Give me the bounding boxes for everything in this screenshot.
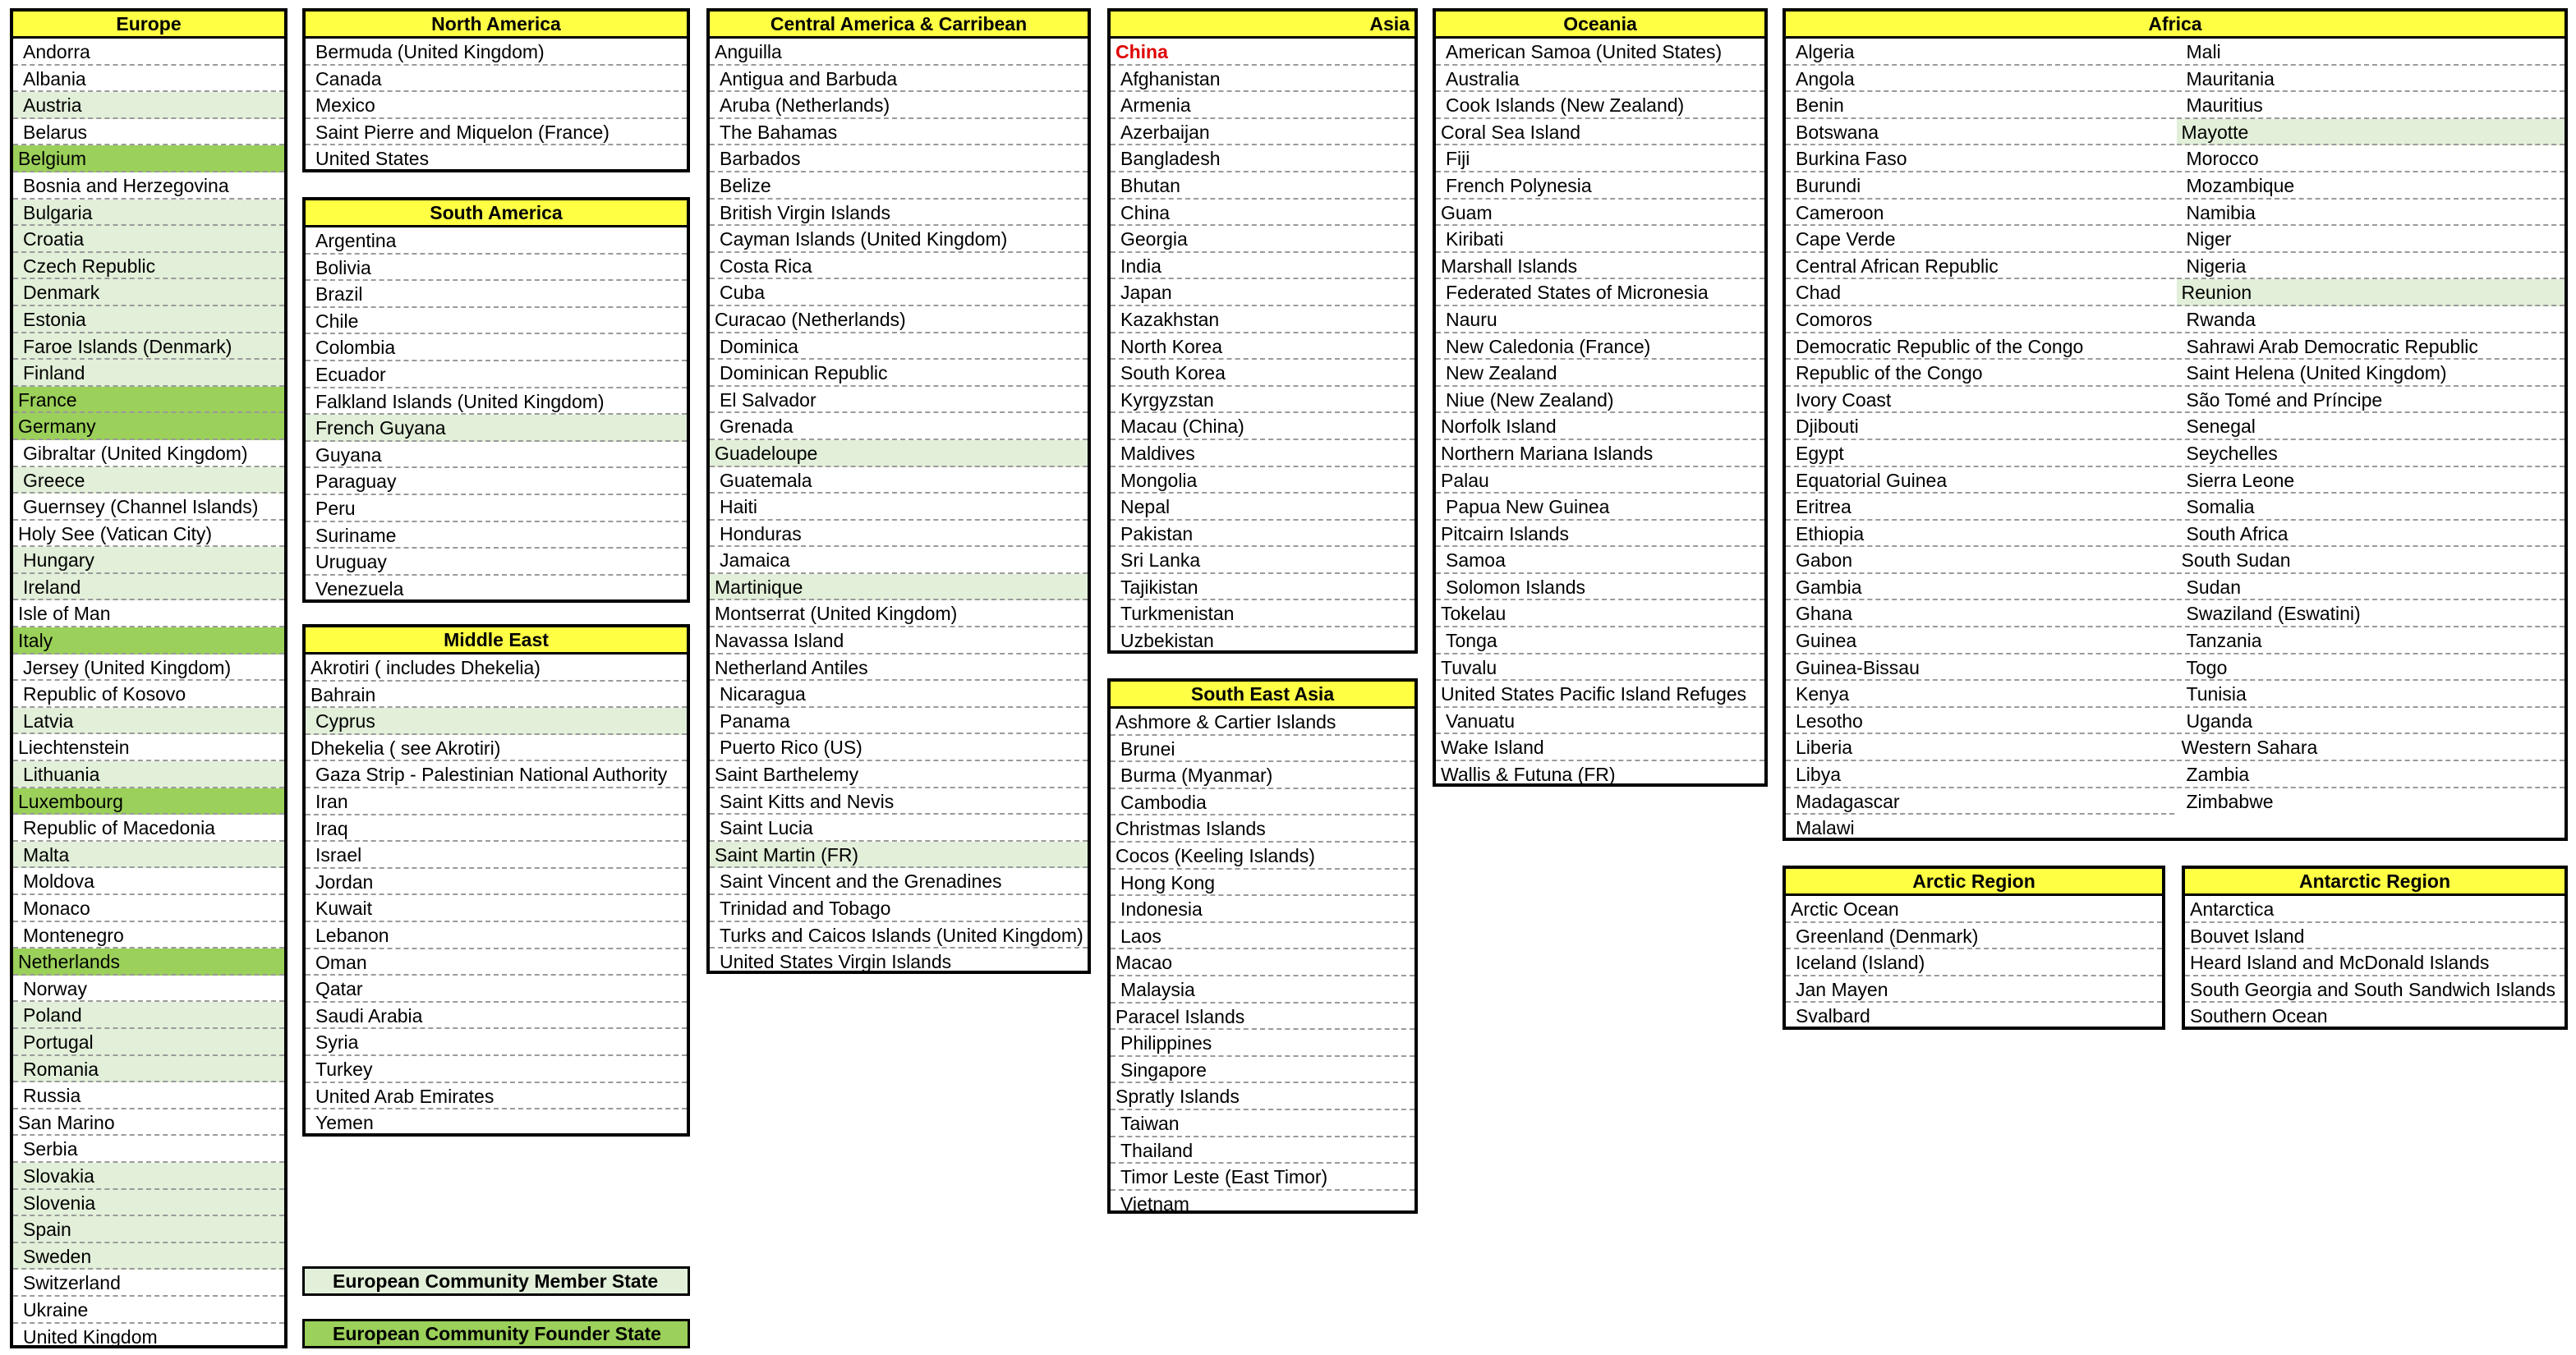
list-item: Cuba [710,279,1088,306]
list-item: Netherland Antiles [710,655,1088,682]
list-item: Honduras [710,521,1088,548]
list-item: Ethiopia [1786,521,2174,548]
list-item: Nepal [1111,494,1414,521]
middle-east-header: Middle East [306,627,687,655]
list-item: Aruba (Netherlands) [710,92,1088,119]
list-item: Lithuania [13,761,284,788]
list-item: Puerto Rico (US) [710,734,1088,761]
list-item: Arctic Ocean [1786,896,2162,923]
list-item: The Bahamas [710,119,1088,146]
list-item: Saint Kitts and Nevis [710,788,1088,815]
list-item: Mali [2177,39,2565,66]
list-item: American Samoa (United States) [1436,39,1764,66]
legend-founder-state: European Community Founder State [302,1319,690,1348]
list-item: Benin [1786,92,2174,119]
list-item: Montserrat (United Kingdom) [710,600,1088,627]
arctic-panel [1782,866,2165,1030]
list-item: Georgia [1111,226,1414,253]
list-item: Israel [306,842,687,869]
list-item: Ghana [1786,600,2174,627]
list-item: Egypt [1786,440,2174,467]
list-item: Uganda [2177,708,2565,735]
south-east-asia-list [1111,709,1414,1217]
list-item: Jersey (United Kingdom) [13,655,284,682]
south-america-header: South America [306,200,687,227]
list-item: Martinique [710,574,1088,601]
list-item: Liechtenstein [13,734,284,761]
list-item: Botswana [1786,119,2174,146]
list-item: Bosnia and Herzegovina [13,172,284,200]
list-item: Qatar [306,976,687,1003]
list-item: Azerbaijan [1111,119,1414,146]
list-item: South Sudan [2177,547,2565,574]
list-item: Republic of the Congo [1786,360,2174,387]
list-item: El Salvador [710,387,1088,414]
africa-panel [1782,8,2568,841]
list-item: Moldova [13,868,284,895]
list-item: Northern Mariana Islands [1436,440,1764,467]
list-item: Macau (China) [1111,413,1414,440]
list-item: Cyprus [306,708,687,735]
list-item: India [1111,253,1414,280]
list-item: Guyana [306,442,687,469]
list-item: Sri Lanka [1111,547,1414,574]
list-item: Macao [1111,949,1414,976]
list-item: Timor Leste (East Timor) [1111,1164,1414,1191]
middle-east-panel [302,624,690,1137]
middle-east-list [306,655,687,1137]
list-item: Saint Barthelemy [710,761,1088,788]
list-item: Antigua and Barbuda [710,66,1088,93]
list-item: Gibraltar (United Kingdom) [13,440,284,467]
list-item: Turkmenistan [1111,600,1414,627]
list-item: Mexico [306,92,687,119]
list-item: Holy See (Vatican City) [13,521,284,548]
list-item: Haiti [710,494,1088,521]
list-item: Libya [1786,761,2174,788]
list-item: Isle of Man [13,600,284,627]
list-item: São Tomé and Príncipe [2177,387,2565,414]
list-item: Sweden [13,1243,284,1270]
list-item: Lesotho [1786,708,2174,735]
list-item: Namibia [2177,200,2565,227]
list-item: Slovenia [13,1190,284,1217]
list-item: Maldives [1111,440,1414,467]
list-item: Algeria [1786,39,2174,66]
list-item: Central African Republic [1786,253,2174,280]
list-item: Argentina [306,227,687,255]
list-item: Gabon [1786,547,2174,574]
list-item: Monaco [13,895,284,922]
list-item: Ashmore & Cartier Islands [1111,709,1414,736]
list-item: Cape Verde [1786,226,2174,253]
list-item: Gaza Strip - Palestinian National Authority [306,761,687,788]
europe-header: Europe [13,11,284,39]
europe-panel [10,8,288,1348]
list-item: Navassa Island [710,627,1088,655]
europe-list [13,39,284,1350]
list-item: Bangladesh [1111,145,1414,172]
list-item: Slovakia [13,1163,284,1190]
list-item: Republic of Macedonia [13,815,284,842]
list-item: San Marino [13,1109,284,1137]
asia-panel [1107,8,1418,654]
list-item: Uzbekistan [1120,630,1214,652]
list-item: Tuvalu [1436,655,1764,682]
list-item: Nicaragua [710,681,1088,708]
list-item: Guinea [1786,627,2174,655]
list-item: Mozambique [2177,172,2565,200]
list-item: Paracel Islands [1111,1004,1414,1031]
list-item: Romania [13,1056,284,1083]
list-item: Bouvet Island [2185,923,2564,950]
list-item: Curacao (Netherlands) [710,306,1088,333]
legend-member-state: European Community Member State [302,1266,690,1296]
central-america-list [710,39,1088,976]
list-item: Kenya [1786,681,2174,708]
list-item: Cayman Islands (United Kingdom) [710,226,1088,253]
antarctic-panel [2182,866,2568,1030]
list-item: Czech Republic [13,253,284,280]
list-item: Kiribati [1436,226,1764,253]
list-item: Kuwait [306,895,687,922]
list-item: United States Pacific Island Refuges [1436,681,1764,708]
list-item: Wallis & Futuna (FR) [1441,764,1616,786]
list-item: Yemen [315,1112,374,1134]
south-east-asia-panel [1107,678,1418,1214]
list-item: Afghanistan [1111,66,1414,93]
list-item: Niger [2177,226,2565,253]
list-item: Jordan [306,869,687,896]
list-item: Bulgaria [13,200,284,227]
list-item: China [1111,200,1414,227]
list-item: Burundi [1786,172,2174,200]
list-item: Malawi [1796,817,1855,839]
asia-list [1111,39,1414,655]
list-item: Saint Helena (United Kingdom) [2177,360,2565,387]
list-item: Mayotte [2177,119,2565,146]
list-item: Seychelles [2177,440,2565,467]
list-item: Grenada [710,413,1088,440]
list-item: Uruguay [306,549,687,576]
central-america-header: Central America & Carribean [710,11,1088,39]
list-item: Tajikistan [1111,574,1414,601]
list-item: Montenegro [13,922,284,949]
list-item: Guernsey (Channel Islands) [13,494,284,521]
list-item: North Korea [1111,333,1414,361]
list-item: China [1111,39,1414,66]
list-item: Vietnam [1120,1192,1189,1215]
list-item: Taiwan [1111,1110,1414,1137]
list-item: Japan [1111,279,1414,306]
south-east-asia-header: South East Asia [1111,682,1414,709]
list-item: Costa Rica [710,253,1088,280]
list-item: Chile [306,308,687,335]
list-item: Colombia [306,334,687,361]
list-item: Kyrgyzstan [1111,387,1414,414]
list-item: Solomon Islands [1436,574,1764,601]
list-item: Liberia [1786,734,2174,761]
north-america-panel [302,8,690,172]
list-item: Ecuador [306,361,687,388]
list-item: Sahrawi Arab Democratic Republic [2177,333,2565,361]
list-item: Saint Vincent and the Grenadines [710,868,1088,895]
list-item: Mauritania [2177,66,2565,93]
list-item: Dhekelia ( see Akrotiri) [306,735,687,762]
list-item: Fiji [1436,145,1764,172]
arctic-header: Arctic Region [1786,869,2162,896]
list-item: Reunion [2177,279,2565,306]
list-item: Tanzania [2177,627,2565,655]
antarctic-list [2185,896,2564,1030]
central-america-panel [706,8,1091,974]
africa-columns [1786,39,2564,842]
list-item: Samoa [1436,547,1764,574]
list-item: Nauru [1436,306,1764,333]
list-item: Portugal [13,1029,284,1056]
list-item: Belgium [13,145,284,172]
list-item: Tokelau [1436,600,1764,627]
list-item: Jamaica [710,547,1088,574]
list-item: Zimbabwe [2186,790,2274,812]
list-item: Lebanon [306,922,687,949]
list-item: Bahrain [306,682,687,709]
list-item: New Zealand [1436,360,1764,387]
list-item: Cocos (Keeling Islands) [1111,843,1414,870]
list-item: Palau [1436,467,1764,494]
list-item: French Guyana [306,415,687,442]
list-item: Saudi Arabia [306,1003,687,1030]
list-item: Belarus [13,119,284,146]
list-item: Senegal [2177,413,2565,440]
list-item: Iran [306,788,687,815]
list-item: Heard Island and McDonald Islands [2185,949,2564,976]
list-item: Denmark [13,279,284,306]
list-item: Syria [306,1029,687,1056]
list-item: Faroe Islands (Denmark) [13,333,284,361]
list-item: Mongolia [1111,467,1414,494]
list-item: Switzerland [13,1270,284,1297]
list-item: Vanuatu [1436,708,1764,735]
list-item: Bhutan [1111,172,1414,200]
list-item: Niue (New Zealand) [1436,387,1764,414]
list-item: Brunei [1111,736,1414,763]
list-item: Sierra Leone [2177,467,2565,494]
list-item: Eritrea [1786,494,2174,521]
list-item: Belize [710,172,1088,200]
list-item: Dominican Republic [710,360,1088,387]
list-item: Southern Ocean [2190,1005,2328,1027]
arctic-list [1786,896,2162,1030]
oceania-list [1436,39,1764,788]
list-item: Marshall Islands [1436,253,1764,280]
list-item: Gambia [1786,574,2174,601]
list-item: Norway [13,976,284,1003]
list-item: United States [315,148,430,170]
list-item: Turkey [306,1056,687,1083]
list-item: Indonesia [1111,896,1414,923]
list-item: Western Sahara [2177,734,2565,761]
list-item: Akrotiri ( includes Dhekelia) [306,655,687,682]
list-item: Turks and Caicos Islands (United Kingdom) [710,922,1088,949]
list-item: Malta [13,842,284,869]
list-item: Netherlands [13,948,284,976]
list-item: Panama [710,708,1088,735]
south-america-list [306,227,687,602]
list-item: Philippines [1111,1030,1414,1057]
list-item: France [13,387,284,414]
list-item: Falkland Islands (United Kingdom) [306,388,687,416]
list-item: Burkina Faso [1786,145,2174,172]
list-item: Thailand [1111,1137,1414,1164]
list-item: Guatemala [710,467,1088,494]
list-item: Albania [13,66,284,93]
list-item: Guinea-Bissau [1786,655,2174,682]
list-item: Singapore [1111,1057,1414,1084]
list-item: Pitcairn Islands [1436,521,1764,548]
list-item: Chad [1786,279,2174,306]
list-item: Finland [13,360,284,387]
list-item: Russia [13,1082,284,1109]
list-item: Spratly Islands [1111,1083,1414,1110]
list-item: Anguilla [710,39,1088,66]
list-item: Luxembourg [13,788,284,815]
list-item: South Korea [1111,360,1414,387]
list-item: Comoros [1786,306,2174,333]
list-item: Svalbard [1796,1005,1870,1027]
list-item: United Arab Emirates [306,1083,687,1110]
list-item: Angola [1786,66,2174,93]
list-item: Serbia [13,1136,284,1163]
list-item: Andorra [13,39,284,66]
list-item: Burma (Myanmar) [1111,762,1414,789]
list-item: Italy [13,627,284,655]
asia-header: Asia [1111,11,1414,39]
list-item: Ivory Coast [1786,387,2174,414]
list-item: Trinidad and Tobago [710,895,1088,922]
list-item: Democratic Republic of the Congo [1786,333,2174,361]
list-item: Norfolk Island [1436,413,1764,440]
list-item: Equatorial Guinea [1786,467,2174,494]
north-america-list [306,39,687,172]
list-item: Pakistan [1111,521,1414,548]
north-america-header: North America [306,11,687,39]
list-item: Guadeloupe [710,440,1088,467]
list-item: Suriname [306,522,687,549]
list-item: Coral Sea Island [1436,119,1764,146]
list-item: Federated States of Micronesia [1436,279,1764,306]
list-item: Saint Lucia [710,815,1088,842]
list-item: Armenia [1111,92,1414,119]
list-item: Hungary [13,547,284,574]
list-item: Somalia [2177,494,2565,521]
list-item: Mauritius [2177,92,2565,119]
list-item: Oman [306,949,687,976]
list-item: Barbados [710,145,1088,172]
list-item: Canada [306,66,687,93]
list-item: Estonia [13,306,284,333]
list-item: Cameroon [1786,200,2174,227]
antarctic-header: Antarctic Region [2185,869,2564,896]
africa-list-col2 [2174,39,2565,842]
list-item: Dominica [710,333,1088,361]
list-item: Bermuda (United Kingdom) [306,39,687,66]
list-item: Croatia [13,226,284,253]
list-item: Republic of Kosovo [13,681,284,708]
list-item: Iraq [306,815,687,843]
south-america-panel [302,197,690,603]
list-item: United States Virgin Islands [720,951,952,973]
list-item: Christmas Islands [1111,815,1414,843]
list-item: Morocco [2177,145,2565,172]
oceania-header: Oceania [1436,11,1764,39]
list-item: New Caledonia (France) [1436,333,1764,361]
list-item: Jan Mayen [1786,976,2162,1004]
list-item: Hong Kong [1111,870,1414,897]
list-item: Germany [13,413,284,440]
list-item: French Polynesia [1436,172,1764,200]
list-item: Zambia [2177,761,2565,788]
list-item: Spain [13,1216,284,1243]
list-item: Saint Pierre and Miquelon (France) [306,119,687,146]
list-item: Austria [13,92,284,119]
list-item: Cambodia [1111,789,1414,816]
list-item: Cook Islands (New Zealand) [1436,92,1764,119]
list-item: Australia [1436,66,1764,93]
list-item: South Africa [2177,521,2565,548]
list-item: South Georgia and South Sandwich Islands [2185,976,2564,1004]
list-item: Peru [306,495,687,522]
list-item: Swaziland (Eswatini) [2177,600,2565,627]
list-item: Madagascar [1786,788,2174,815]
list-item: Poland [13,1002,284,1029]
list-item: Rwanda [2177,306,2565,333]
list-item: Kazakhstan [1111,306,1414,333]
list-item: Laos [1111,923,1414,950]
list-item: Malaysia [1111,976,1414,1004]
list-item: Paraguay [306,468,687,495]
list-item: Saint Martin (FR) [710,842,1088,869]
list-item: British Virgin Islands [710,200,1088,227]
list-item: Ireland [13,574,284,601]
list-item: Brazil [306,281,687,308]
list-item: Bolivia [306,255,687,282]
list-item: Greenland (Denmark) [1786,923,2162,950]
list-item: Papua New Guinea [1436,494,1764,521]
list-item: Wake Island [1436,734,1764,761]
list-item: Guam [1436,200,1764,227]
list-item: Iceland (Island) [1786,949,2162,976]
list-item: Tonga [1436,627,1764,655]
list-item: Ukraine [13,1297,284,1324]
list-item: Latvia [13,708,284,735]
africa-list-col1 [1786,39,2174,842]
list-item: Venezuela [315,577,404,599]
list-item: Djibouti [1786,413,2174,440]
list-item: Tunisia [2177,681,2565,708]
list-item: Antarctica [2185,896,2564,923]
africa-header: Africa [1786,11,2564,39]
oceania-panel [1433,8,1768,787]
list-item: Togo [2177,655,2565,682]
list-item: Greece [13,467,284,494]
list-item: Sudan [2177,574,2565,601]
list-item: United Kingdom [23,1325,158,1348]
list-item: Nigeria [2177,253,2565,280]
